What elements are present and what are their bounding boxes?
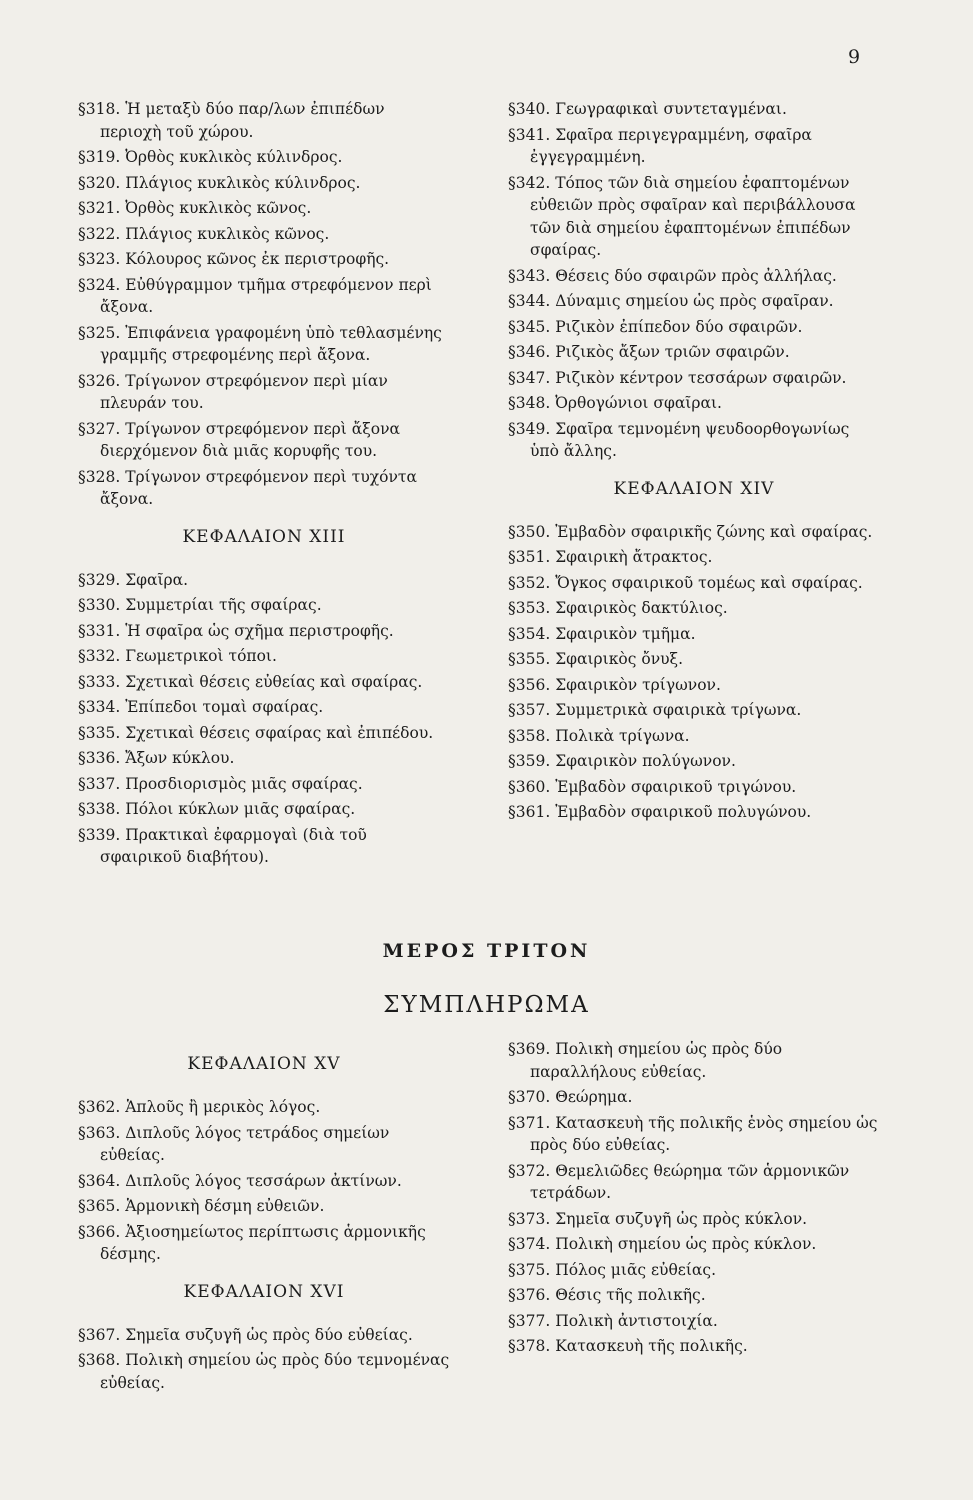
toc-entry: §323. Κόλουρος κῶνος ἐκ περιστροφῆς.: [78, 250, 390, 268]
chapter-heading: ΚΕΦΑΛΑΙΟΝ XIV: [613, 478, 775, 499]
toc-entry: §355. Σφαιρικὸς ὄνυξ.: [508, 650, 684, 668]
toc-entry: §363. Διπλοῦς λόγος τετράδος σημείων εὐθείας.: [78, 1123, 390, 1164]
toc-entry: §349. Σφαῖρα τεμνομένη ψευδοορθογωνίως ὑπὸ ἄλλης.: [508, 419, 850, 460]
toc-entry: §342. Τόπος τῶν διὰ σημείου ἐφαπτομένων εὐθειῶν πρὸς σφαῖραν καὶ περιβάλλουσα τῶν διὰ σημείου ἐφαπτομένων ἐπιπέδων σφαίρας.: [508, 173, 856, 259]
toc-entry: §338. Πόλοι κύκλων μιᾶς σφαίρας.: [78, 800, 356, 818]
toc-entry: §359. Σφαιρικὸν πολύγωνον.: [508, 752, 736, 770]
toc-column-upper-left: [78, 98, 450, 872]
toc-column-lower-right: [508, 1038, 880, 1361]
toc-entry: §354. Σφαιρικὸν τμῆμα.: [508, 624, 696, 643]
toc-entry: §332. Γεωμετρικοὶ τόποι.: [78, 647, 277, 665]
toc-entry: §321. Ὀρθὸς κυκλικὸς κῶνος.: [78, 199, 312, 217]
toc-entry: §345. Ριζικὸν ἐπίπεδον δύο σφαιρῶν.: [508, 317, 803, 336]
toc-entry: §376. Θέσις τῆς πολικῆς.: [508, 1286, 706, 1304]
toc-entry: §328. Τρίγωνον στρεφόμενον περὶ τυχόντα ἄξονα.: [78, 467, 417, 508]
toc-entry: §344. Δύναμις σημείου ὡς πρὸς σφαῖραν.: [508, 292, 834, 310]
toc-entry: §353. Σφαιρικὸς δακτύλιος.: [508, 599, 728, 617]
toc-entry: §325. Ἐπιφάνεια γραφομένη ὑπὸ τεθλασμένης γραμμῆς στρεφομένης περὶ ἄξονα.: [78, 323, 442, 364]
toc-entry: §378. Κατασκευὴ τῆς πολικῆς.: [508, 1337, 748, 1355]
toc-column-lower-left: [78, 1038, 450, 1397]
toc-entry: §350. Ἐμβαδὸν σφαιρικῆς ζώνης καὶ σφαίρας.: [508, 522, 873, 541]
toc-entry: §375. Πόλος μιᾶς εὐθείας.: [508, 1260, 716, 1279]
toc-entry: §373. Σημεῖα συζυγῆ ὡς πρὸς κύκλον.: [508, 1209, 808, 1228]
toc-entry: §348. Ὀρθογώνιοι σφαῖραι.: [508, 394, 722, 412]
toc-entry: §366. Ἀξιοσημείωτος περίπτωσις ἁρμονικῆς δέσμης.: [78, 1222, 426, 1263]
toc-entry: §331. Ἡ σφαῖρα ὡς σχῆμα περιστροφῆς.: [78, 621, 394, 640]
toc-entry: §357. Συμμετρικὰ σφαιρικὰ τρίγωνα.: [508, 701, 802, 719]
toc-entry: §371. Κατασκευὴ τῆς πολικῆς ἑνὸς σημείου ὡς πρὸς δύο εὐθείας.: [508, 1113, 878, 1154]
toc-entry: §334. Ἐπίπεδοι τομαὶ σφαίρας.: [78, 698, 324, 716]
toc-entry: §369. Πολικὴ σημείου ὡς πρὸς δύο παραλλήλους εὐθείας.: [508, 1040, 783, 1081]
chapter-heading: ΚΕΦΑΛΑΙΟΝ XVI: [183, 1281, 345, 1302]
toc-entry: §336. Ἄξων κύκλου.: [78, 749, 235, 767]
toc-entry: §320. Πλάγιος κυκλικὸς κύλινδρος.: [78, 173, 361, 192]
toc-entry: §367. Σημεῖα συζυγῆ ὡς πρὸς δύο εὐθείας.: [78, 1325, 413, 1344]
toc-entry: §329. Σφαῖρα.: [78, 570, 189, 589]
toc-entry: §364. Διπλοῦς λόγος τεσσάρων ἀκτίνων.: [78, 1171, 402, 1190]
toc-entry: §337. Προσδιορισμὸς μιᾶς σφαίρας.: [78, 774, 363, 793]
toc-entry: §370. Θεώρημα.: [508, 1088, 633, 1106]
supplement-title: ΣΥΜΠΛΗΡΩΜΑ: [383, 992, 590, 1018]
toc-entry: §341. Σφαῖρα περιγεγραμμένη, σφαῖρα ἐγγεγραμμένη.: [508, 125, 812, 166]
toc-entry: §319. Ὀρθὸς κυκλικὸς κύλινδρος.: [78, 148, 343, 166]
toc-entry: §368. Πολικὴ σημείου ὡς πρὸς δύο τεμνομένας εὐθείας.: [78, 1351, 450, 1392]
toc-entry: §327. Τρίγωνον στρεφόμενον περὶ ἄξονα διερχόμενον διὰ μιᾶς κορυφῆς του.: [78, 419, 400, 460]
page-number: 9: [848, 46, 861, 68]
toc-entry: §365. Ἁρμονικὴ δέσμη εὐθειῶν.: [78, 1197, 325, 1215]
toc-entry: §351. Σφαιρικὴ ἄτρακτος.: [508, 548, 713, 566]
toc-entry: §318. Ἡ μεταξὺ δύο παρ/λων ἐπιπέδων περιοχὴ τοῦ χώρου.: [78, 100, 385, 141]
toc-entry: §335. Σχετικαὶ θέσεις σφαίρας καὶ ἐπιπέδου.: [78, 723, 434, 742]
toc-entry: §322. Πλάγιος κυκλικὸς κῶνος.: [78, 224, 330, 243]
toc-entry: §358. Πολικὰ τρίγωνα.: [508, 726, 690, 745]
toc-entry: §324. Εὐθύγραμμον τμῆμα στρεφόμενον περὶ ἄξονα.: [78, 275, 432, 316]
chapter-heading: ΚΕΦΑΛΑΙΟΝ XIII: [182, 526, 346, 547]
toc-entry: §339. Πρακτικαὶ ἐφαρμογαὶ (διὰ τοῦ σφαιρικοῦ διαβήτου).: [78, 825, 367, 866]
toc-entry: §346. Ριζικὸς ἄξων τριῶν σφαιρῶν.: [508, 343, 790, 361]
toc-entry: §333. Σχετικαὶ θέσεις εὐθείας καὶ σφαίρας.: [78, 672, 423, 691]
toc-entry: §361. Ἐμβαδὸν σφαιρικοῦ πολυγώνου.: [508, 803, 812, 821]
toc-entry: §347. Ριζικὸν κέντρον τεσσάρων σφαιρῶν.: [508, 368, 847, 387]
toc-entry: §326. Τρίγωνον στρεφόμενον περὶ μίαν πλευράν του.: [78, 371, 388, 412]
toc-entry: §340. Γεωγραφικαὶ συντεταγμέναι.: [508, 100, 787, 118]
toc-entry: §330. Συμμετρίαι τῆς σφαίρας.: [78, 596, 322, 614]
toc-column-upper-right: [508, 98, 880, 827]
toc-entry: §377. Πολικὴ ἀντιστοιχία.: [508, 1311, 718, 1330]
part-title: ΜΕΡΟΣ ΤΡΙΤΟΝ: [382, 940, 591, 962]
toc-entry: §343. Θέσεις δύο σφαιρῶν πρὸς ἀλλήλας.: [508, 266, 837, 285]
toc-entry: §356. Σφαιρικὸν τρίγωνον.: [508, 675, 721, 694]
chapter-heading: ΚΕΦΑΛΑΙΟΝ XV: [187, 1054, 341, 1074]
toc-entry: §362. Ἁπλοῦς ἢ μερικὸς λόγος.: [78, 1098, 321, 1116]
toc-entry: §352. Ὄγκος σφαιρικοῦ τομέως καὶ σφαίρας.: [508, 573, 863, 592]
toc-entry: §374. Πολικὴ σημείου ὡς πρὸς κύκλον.: [508, 1235, 817, 1253]
toc-entry: §372. Θεμελιῶδες θεώρημα τῶν ἁρμονικῶν τετράδων.: [508, 1161, 850, 1202]
toc-entry: §360. Ἐμβαδὸν σφαιρικοῦ τριγώνου.: [508, 777, 797, 796]
